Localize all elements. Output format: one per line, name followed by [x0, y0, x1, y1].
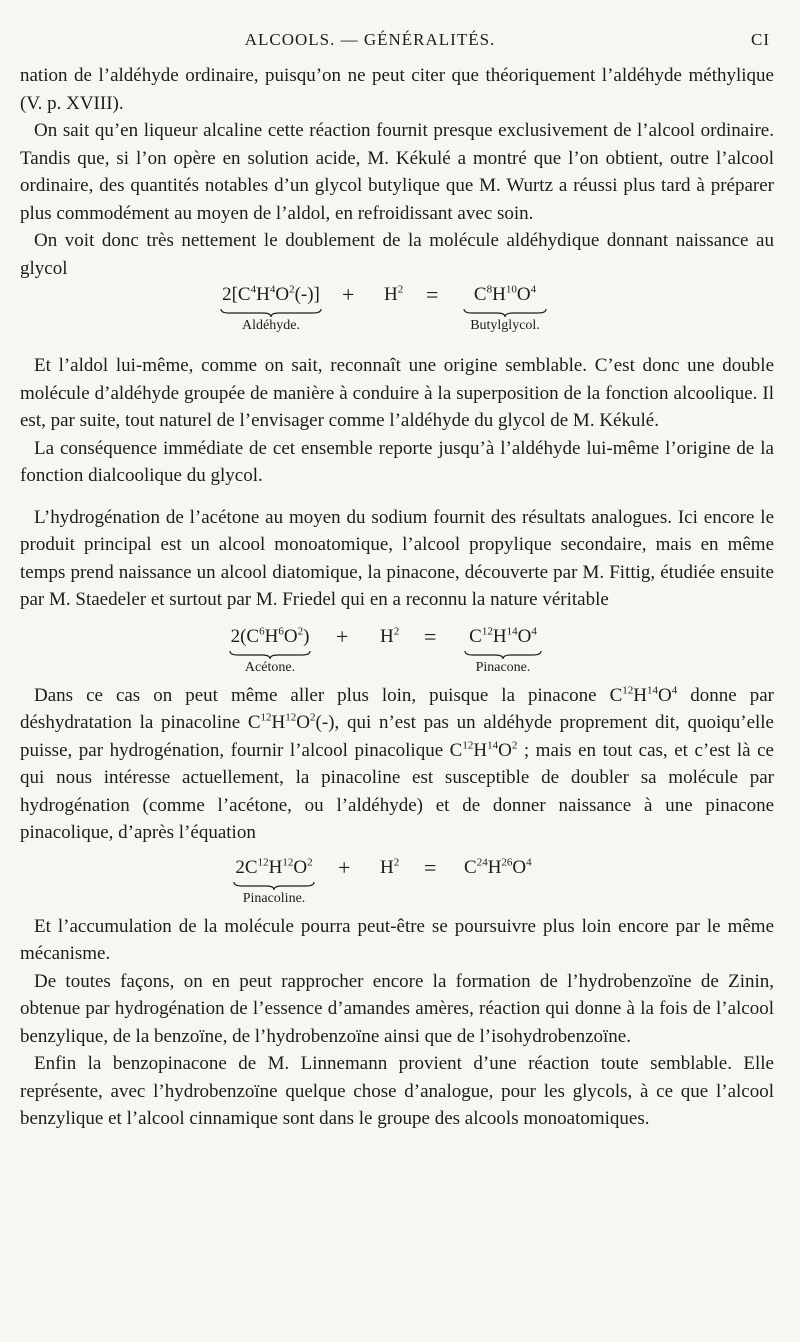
underbrace-icon: [463, 650, 543, 660]
paragraph: Enfin la benzopinacone de M. Linnemann provient d’une réaction toute semblable. Elle représente, avec l’hydrobenzoïne quelque chose d’analogue, pour les glycols, à ce que l’alcool benzylique et l’alcool cinnamique sont dans le groupe des alcools monoatomiques.: [20, 1053, 774, 1129]
hydrogen-formula: $H^2$: [384, 283, 404, 305]
paragraph: De toutes façons, on en peut rapprocher encore la formation de l’hydrobenzoïne de Zinin, obtenue par hydrogénation de l’essence d’amandes amères, réaction qui donne à la fois de l’alcool benzylique, de la benzoïne, de l’hydrobenzoïne ainsi que de l’isohydrobenzoïne.: [20, 970, 774, 1047]
running-title: ALCOOLS. — GÉNÉRALITÉS.: [244, 30, 496, 49]
equation-butylglycol: [20, 282, 774, 340]
equation-term-pinacoline: [230, 855, 318, 907]
hydrogen-formula: $H^2$: [380, 625, 400, 647]
equation-term-butylglycol: [460, 282, 550, 334]
equation-pinacoline: [20, 855, 774, 913]
paragraph: La conséquence immédiate de cet ensemble reporte jusqu’à l’aldéhyde lui-même l’origine de la fonction dialcoolique du glycol.: [20, 437, 774, 486]
formula-label: Aldéhyde.: [242, 318, 300, 333]
paragraph: Et l’accumulation de la molécule pourra peut-être se poursuivre plus loin encore par le même mécanisme.: [20, 915, 774, 964]
equation-term-aldehyde: [216, 282, 326, 334]
plus-sign: +: [336, 623, 349, 649]
underbrace-icon: [219, 308, 323, 318]
formula: $2[C^4H^4O^2(-)]$: [222, 283, 320, 305]
formula: $C^8H^{10}O^4$: [473, 283, 537, 305]
equation-term-acetone: [224, 624, 316, 676]
formula-label: Acétone.: [244, 659, 296, 675]
equals-sign: =: [426, 282, 439, 307]
paragraph: Et l’aldol lui-même, comme on sait, reconnaît une origine semblable. C’est donc une double molécule d’aldéhyde groupée de manière à conduire à la superposition de la fonction alcoolique. Il est, par suite, tout naturel de l’envisager comme l’aldéhyde du glycol de M. Kékulé.: [20, 355, 774, 431]
page-body: [20, 62, 774, 1133]
equation-term-pinacone: [460, 624, 546, 676]
paragraph: Dans ce cas on peut même aller plus loin, puisque la pinacone $C^{12}H^{14}O^4$ donne par déshydratation la pinacoline $C^{12}H^{12}O^2(-)$, qui n’est pas un aldéhyde proprement dit, quoiqu’elle puisse, par hydrogénation, fournir l’alcool pinacolique $C^{12}H^{14}O^2$ ; mais en tout cas, et c’est là ce qui nous intéresse actuellement, la pinacoline est susceptible de doubler sa molécule par hydrogénation (comme l’acétone, ou l’aldéhyde) et de donner naissance à une pinacone pinacolique, d’après l’équation: [20, 684, 774, 843]
underbrace-icon: [228, 650, 312, 660]
formula: $2(C^6H^6O^2)$: [230, 625, 310, 647]
paragraph: On sait qu’en liqueur alcaline cette réaction fournit presque exclusivement de l’alcool ordinaire. Tandis que, si l’on opère en solution acide, M. Kékulé a montré que l’on obtient, outre l’alcool ordinaire, des quantités notables d’un glycol butylique que M. Wurtz a réussi plus tard à préparer plus commodément au moyen de l’aldol, en refroidissant avec soin.: [20, 120, 774, 224]
formula-label: Butylglycol.: [470, 318, 540, 333]
formula: $2C^{12}H^{12}O^2$: [235, 856, 313, 878]
page-number: CI: [751, 30, 770, 49]
paragraph: L’hydrogénation de l’acétone au moyen du sodium fournit des résultats analogues. Ici encore le produit principal est un alcool monoatomique, l’alcool propylique secondaire, mais en même temps prend naissance un alcool diatomique, la pinacone, découverte par M. Fittig, étudiée ensuite par M. Staedeler et surtout par M. Friedel qui en a reconnu la nature véritable: [20, 506, 774, 610]
equals-sign: =: [424, 623, 437, 649]
paragraph: nation de l’aldéhyde ordinaire, puisqu’on ne peut citer que théoriquement l’aldéhyde méthylique (V. p. XVIII).: [20, 65, 774, 114]
equation-pinacone: [20, 624, 774, 682]
formula: $C^{12}H^{14}O^4$: [469, 625, 537, 647]
plus-sign: +: [342, 282, 355, 307]
formula-label: Pinacoline.: [242, 890, 306, 906]
plus-sign: +: [338, 854, 351, 880]
underbrace-icon: [232, 881, 316, 891]
equation-term-result: $C^{24}H^{26}O^4$: [464, 856, 532, 878]
paragraph: On voit donc très nettement le doublement de la molécule aldéhydique donnant naissance au glycol: [20, 230, 774, 279]
formula-label: Pinacone.: [475, 659, 531, 675]
hydrogen-formula: $H^2$: [380, 856, 400, 878]
page-header: [0, 30, 800, 54]
equals-sign: =: [424, 854, 437, 880]
underbrace-icon: [462, 308, 548, 318]
